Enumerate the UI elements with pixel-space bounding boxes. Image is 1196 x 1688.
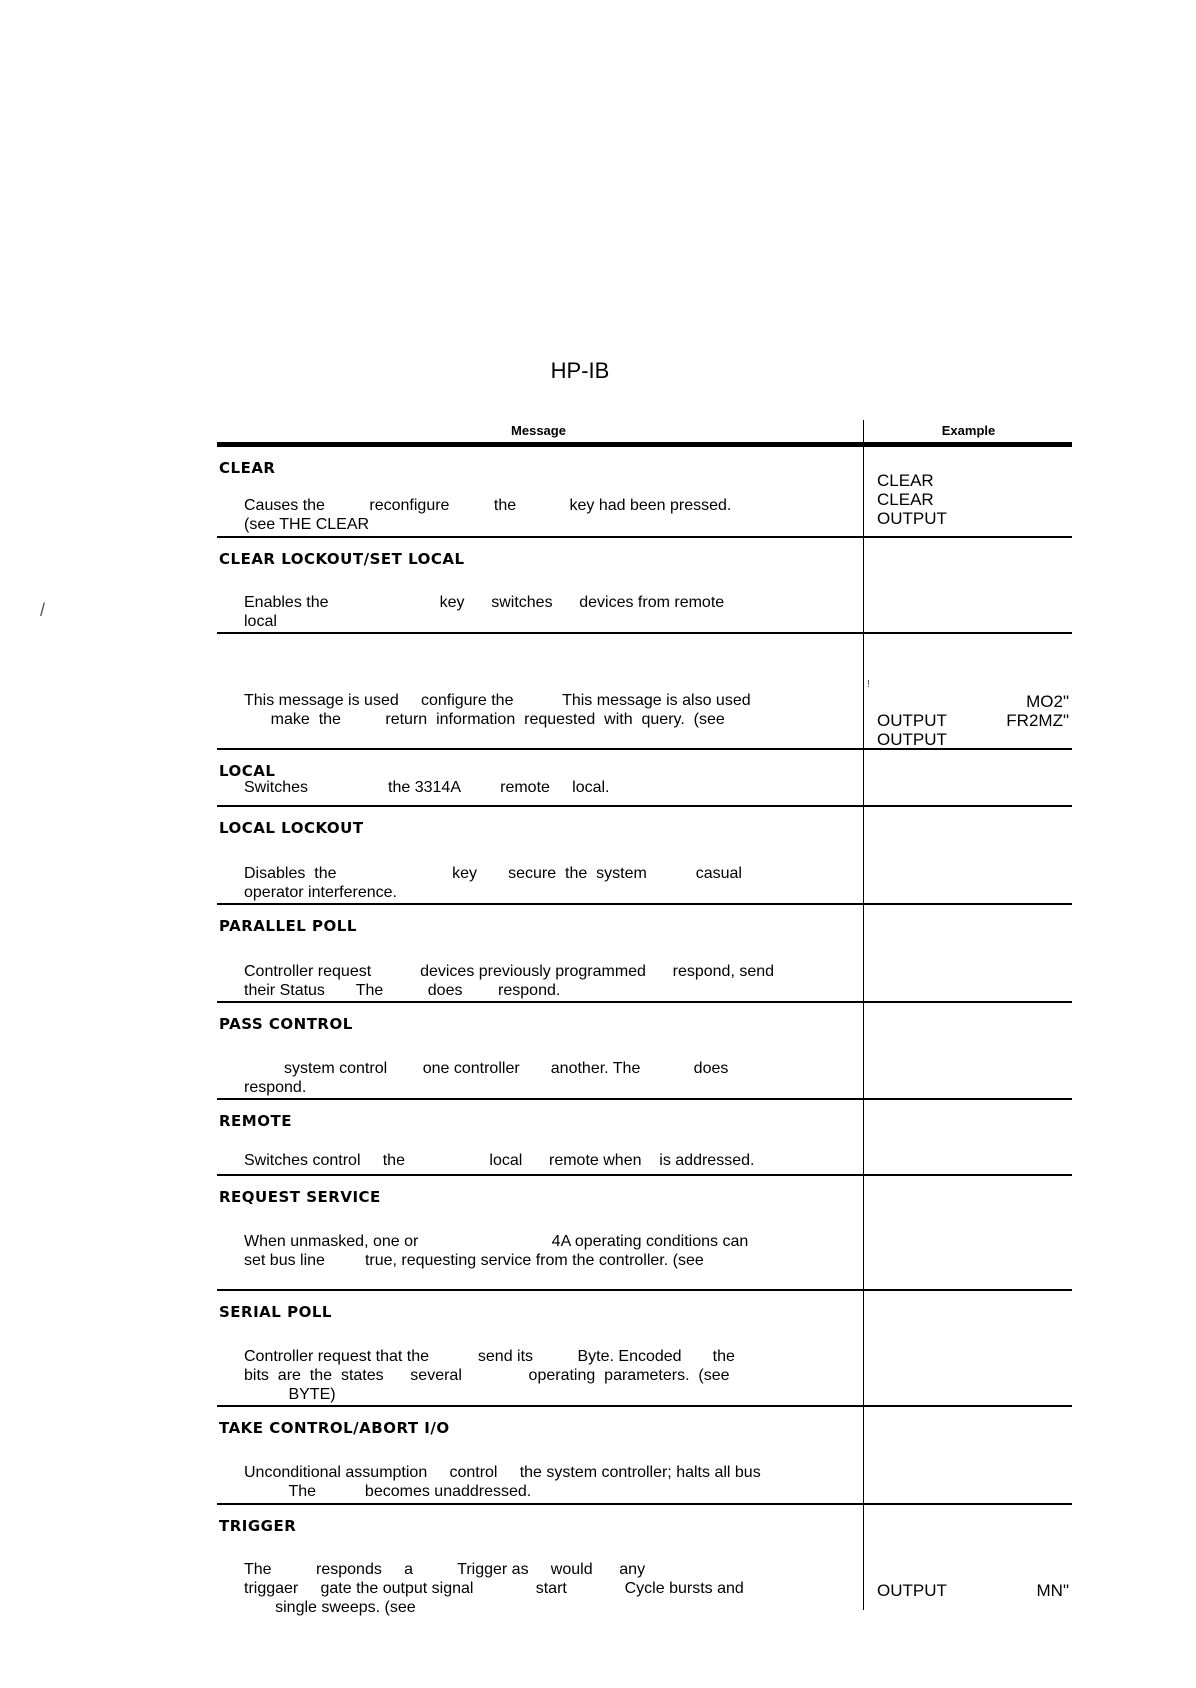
message-description	[244, 1232, 849, 1270]
description-line: Disables the key secure the system casual	[244, 865, 742, 882]
example-command: CLEAR	[877, 490, 934, 509]
description-line: Switches control the local remote when is addressed.	[244, 1152, 755, 1169]
example-command: OUTPUT	[877, 1581, 947, 1600]
example-line	[877, 471, 1069, 490]
example-line	[877, 730, 1069, 749]
description-line: Causes the reconfigure the key had been pressed.	[244, 497, 732, 514]
message-description	[244, 1059, 849, 1097]
hpib-message-table	[217, 420, 1072, 1623]
description-line: make the return information requested with query. (see	[244, 711, 725, 728]
message-name: CLEAR	[219, 459, 276, 477]
table-row	[217, 1505, 1072, 1623]
example-command: OUTPUT	[877, 711, 947, 730]
table-row	[217, 1291, 1072, 1407]
example-line	[877, 490, 1069, 509]
example-cell	[877, 692, 1069, 749]
table-row	[217, 1100, 1072, 1176]
message-description	[244, 1463, 849, 1501]
message-name: TAKE CONTROL/ABORT I/O	[219, 1419, 450, 1437]
description-line: Controller request devices previously programmed respond, send	[244, 963, 775, 980]
description-line: triggaer gate the output signal start Cycle bursts and	[244, 1580, 744, 1597]
example-line	[877, 711, 1069, 730]
message-description	[244, 778, 849, 797]
message-name: SERIAL POLL	[219, 1303, 332, 1321]
header-message: Message	[511, 423, 566, 438]
description-line: BYTE)	[244, 1386, 336, 1403]
message-description	[244, 691, 849, 729]
example-cell	[877, 1581, 1069, 1600]
message-description	[244, 593, 849, 631]
example-cell	[877, 471, 1069, 528]
example-argument: FR2MZ"	[1006, 711, 1069, 730]
example-line	[877, 692, 1069, 711]
table-row	[217, 538, 1072, 634]
message-name: REQUEST SERVICE	[219, 1188, 381, 1206]
description-line: Switches the 3314A remote local.	[244, 779, 610, 796]
message-name: CLEAR LOCKOUT/SET LOCAL	[219, 550, 465, 568]
message-name: PARALLEL POLL	[219, 917, 357, 935]
table-row	[217, 905, 1072, 1003]
example-line	[877, 509, 1069, 528]
margin-mark: /	[40, 600, 46, 620]
description-line: When unmasked, one or 4A operating conditions can	[244, 1233, 749, 1250]
description-line: respond.	[244, 1079, 307, 1096]
example-argument: MO2"	[1026, 692, 1069, 711]
description-line: Controller request that the send its Byte. Encoded the	[244, 1348, 735, 1365]
description-line: This message is used configure the This message is also used	[244, 692, 751, 709]
table-body	[217, 447, 1072, 1623]
message-name: LOCAL LOCKOUT	[219, 819, 364, 837]
description-line: operator interference.	[244, 884, 397, 901]
description-line: set bus line true, requesting service from the controller. (see	[244, 1252, 704, 1269]
example-line	[877, 1581, 1069, 1600]
message-name: LOCAL	[219, 762, 276, 780]
description-line: local	[244, 613, 277, 630]
description-line: (see THE CLEAR	[244, 516, 370, 533]
message-description	[244, 864, 849, 902]
message-description	[244, 1347, 849, 1404]
description-line: Unconditional assumption control the system controller; halts all bus	[244, 1464, 761, 1481]
page-title: HP-IB	[550, 358, 610, 383]
description-line: The becomes unaddressed.	[244, 1483, 532, 1500]
example-argument: MN"	[1036, 1581, 1069, 1600]
message-name: PASS CONTROL	[219, 1015, 353, 1033]
column-divider	[863, 420, 864, 1610]
description-line: Enables the key switches devices from remote	[244, 594, 725, 611]
margin-tick: !	[867, 679, 870, 690]
message-name: REMOTE	[219, 1112, 292, 1130]
table-row	[217, 447, 1072, 538]
example-command: OUTPUT	[877, 730, 947, 749]
table-row	[217, 807, 1072, 905]
message-name: TRIGGER	[219, 1517, 297, 1535]
message-description	[244, 496, 849, 534]
table-row	[217, 1407, 1072, 1505]
table-row	[217, 1003, 1072, 1100]
description-line: The responds a Trigger as would any	[244, 1561, 646, 1578]
table-row	[217, 1176, 1072, 1291]
message-description	[244, 1560, 849, 1617]
table-row	[217, 634, 1072, 750]
description-line: single sweeps. (see	[244, 1599, 416, 1616]
header-example: Example	[941, 423, 996, 438]
description-line: their Status The does respond.	[244, 982, 561, 999]
table-header	[217, 420, 1072, 447]
message-description	[244, 1151, 849, 1170]
description-line: bits are the states several operating parameters. (see	[244, 1367, 730, 1384]
message-description	[244, 962, 849, 1000]
example-command: OUTPUT	[877, 509, 947, 528]
example-command: CLEAR	[877, 471, 934, 490]
description-line: system control one controller another. The does	[244, 1060, 729, 1077]
table-row	[217, 750, 1072, 807]
